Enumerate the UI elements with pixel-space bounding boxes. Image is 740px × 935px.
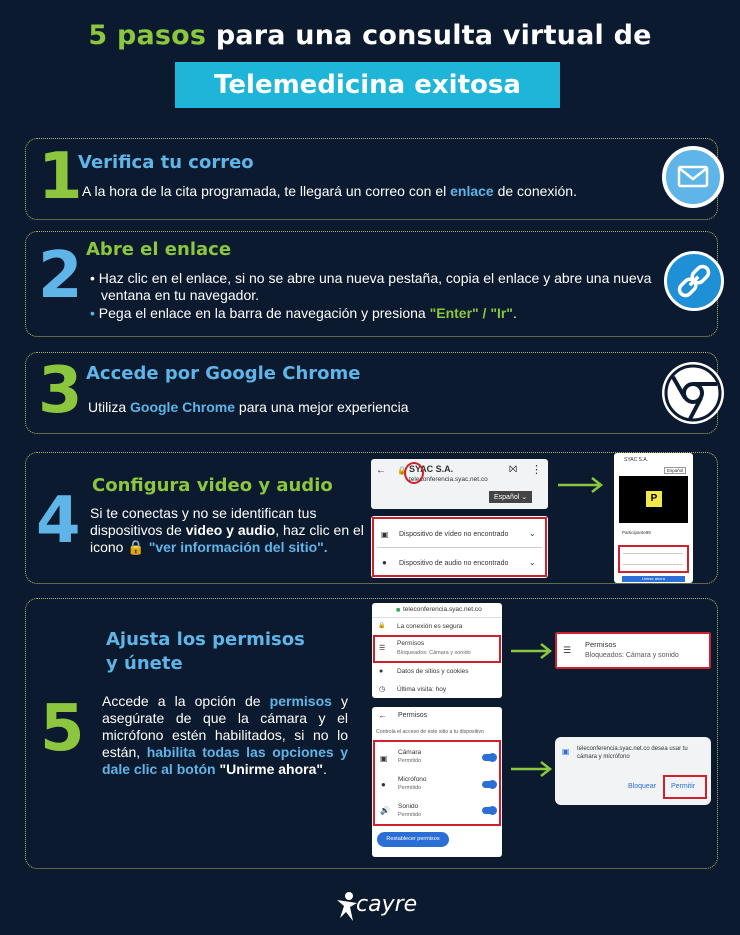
step-3-card — [25, 352, 718, 434]
bullet-text: . — [512, 305, 517, 321]
microphone-toggle[interactable] — [482, 781, 496, 788]
devices-screenshot — [371, 516, 548, 578]
text-part: Utiliza — [88, 399, 131, 415]
more-icon: ⋮ — [531, 464, 542, 476]
devices-highlight — [618, 545, 689, 573]
back-arrow-icon: ← — [378, 710, 387, 720]
last-visit: Última visita: hoy — [397, 686, 447, 693]
person-icon — [336, 890, 358, 922]
chrome-link: Google Chrome — [130, 399, 236, 415]
step-number: 3 — [38, 354, 83, 428]
step-number: 2 — [38, 239, 83, 313]
microphone-label: Micrófono — [398, 776, 427, 783]
video-preview — [619, 476, 688, 523]
participant-name: Participante89 — [622, 530, 651, 535]
step-number: 5 — [40, 692, 85, 766]
sound-toggle[interactable] — [482, 807, 496, 814]
envelope-icon — [662, 146, 724, 208]
step-text — [88, 399, 648, 416]
permissions-header: Permisos — [398, 712, 428, 719]
site-info-text: "ver información del sitio". — [148, 539, 328, 555]
participant-avatar: P — [646, 491, 662, 507]
cookies-item: Datos de sitios y cookies — [397, 668, 469, 675]
permissions-sub: Bloqueados: Cámara y sonido — [397, 650, 471, 656]
site-url: teleconferencia.syac.net.co — [403, 606, 482, 613]
camera-icon: ▣ — [381, 530, 389, 539]
audio-device-label: Dispositivo de audio no encontrado — [399, 560, 509, 567]
cayre-logo — [336, 890, 436, 926]
permission-toggles-screenshot — [372, 707, 502, 857]
title-banner: Telemedicina exitosa — [175, 62, 560, 108]
step-number: 1 — [38, 140, 83, 214]
phone-preview-screenshot — [614, 453, 693, 583]
permissions-text: permisos — [269, 693, 332, 709]
text-part: de conexión. — [493, 183, 577, 199]
step-title: Abre el enlace — [86, 239, 232, 260]
enter-key-text: "Enter" / "Ir" — [429, 305, 513, 321]
step-title-line-2: y únete — [106, 653, 183, 674]
microphone-icon: ● — [381, 780, 386, 789]
arrow-icon — [558, 477, 604, 493]
microphone-icon: ● — [382, 558, 387, 567]
camera-icon: ▣ — [380, 754, 388, 763]
step-text: Accede a la opción de permisos y asegúrate de que la cámara y el micrófono estén habilitados, si no lo están, habilita todas las opciones y dale clic al botón "Unirme ahora". — [102, 693, 349, 777]
join-button: Unirse ahora — [622, 576, 685, 582]
text-part: A la hora de la cita programada, te llegará un correo con el — [82, 183, 451, 199]
camera-toggle[interactable] — [482, 754, 496, 761]
microphone-state: Permitido — [398, 785, 422, 791]
clock-icon: ◷ — [379, 686, 386, 693]
step-bullet-1: • Haz clic en el enlace, si no se abre una nueva pestaña, copia el enlace y abre una nueva ventana en tu navegador. — [90, 270, 652, 303]
text-part: y asegúrate de que la cámara y el micrófono estén habilitados, si no lo están, — [102, 693, 349, 760]
language-select: Español ⌄ — [489, 491, 532, 503]
text-part: , haz clic en el icono — [90, 522, 364, 555]
site-info-screenshot — [372, 603, 502, 698]
chevron-down-icon: ⌄ — [529, 558, 536, 567]
lock-icon: 🔒 — [397, 466, 407, 475]
sound-state: Permitido — [398, 812, 422, 818]
step-bullet-2: • Pega el enlace en la barra de navegación y presiona "Enter" / "Ir". — [90, 305, 517, 321]
site-url: teleconferencia.syac.net.co — [409, 476, 488, 483]
enable-text: habilita todas las opciones y dale clic al botón — [102, 744, 348, 777]
camera-icon: ▣ — [562, 747, 570, 756]
title-rest: para una consulta virtual de — [215, 20, 652, 51]
step-1-card — [25, 138, 718, 220]
lock-icon: 🔒 — [378, 623, 386, 629]
chrome-icon — [662, 362, 724, 424]
step-text — [82, 183, 642, 200]
back-arrow-icon: ← — [376, 465, 386, 476]
allow-button[interactable]: Permitir — [671, 783, 696, 790]
site-info-highlight — [404, 462, 424, 484]
camera-state: Permitido — [398, 758, 422, 764]
share-icon: ⨝ — [509, 464, 518, 475]
text-part: Si te conectas y no se identifican tus dispositivos de — [90, 505, 317, 538]
title-highlight: 5 pasos — [88, 20, 207, 51]
permissions-highlight — [373, 635, 501, 663]
sound-icon: 🔊 — [380, 806, 390, 815]
sound-label: Sonido — [398, 803, 419, 810]
step-2-card — [25, 231, 718, 337]
step-title: Accede por Google Chrome — [86, 363, 361, 384]
video-device-label: Dispositivo de vídeo no encontrado — [399, 531, 509, 538]
step-title-line-1: Ajusta los permisos — [106, 629, 305, 650]
cookies-icon: ● — [379, 668, 384, 675]
permissions-icon: ☰ — [563, 645, 572, 655]
join-now-text: "Unirme ahora" — [219, 761, 324, 777]
step-number: 4 — [36, 484, 81, 558]
permissions-icon: ☰ — [379, 645, 386, 652]
permissions-zoom-screenshot — [555, 632, 711, 669]
bullet-text: Haz clic en el enlace, si no se abre una nueva pestaña, copia el enlace y abre una nueva ventana en tu navegador. — [98, 270, 652, 303]
bullet-text: Pega el enlace en la barra de navegación y presiona — [98, 305, 430, 321]
permissions-sub: Bloqueados: Cámara y sonido — [585, 652, 679, 659]
allow-dialog-screenshot — [555, 737, 711, 805]
secure-connection: La conexión es segura — [397, 623, 463, 630]
link-icon — [664, 251, 724, 311]
arrow-icon — [511, 761, 553, 777]
page-title — [0, 20, 740, 51]
site-name: SYAC S.A. — [409, 464, 454, 474]
link-word: enlace — [450, 183, 494, 199]
reset-permissions-button[interactable]: Restablecer permisos — [377, 832, 449, 847]
text-part: Accede a la opción de — [102, 693, 270, 709]
language-select: Español — [664, 467, 686, 474]
camera-label: Cámara — [398, 749, 422, 756]
permissions-title: Permisos — [585, 640, 617, 649]
permissions-title: Permisos — [397, 640, 425, 647]
text-part: para una mejor experiencia — [235, 399, 409, 415]
lock-icon: ■ — [396, 607, 401, 614]
permissions-subtitle: Controla el acceso de este sitio a tu dispositivo — [376, 729, 484, 735]
chevron-down-icon: ⌄ — [529, 529, 536, 538]
lock-icon: 🔒 — [127, 539, 145, 555]
step-text — [90, 505, 380, 556]
step-title: Configura video y audio — [92, 475, 333, 496]
block-button[interactable]: Bloquear — [628, 783, 657, 790]
browser-bar-screenshot — [371, 459, 548, 509]
dialog-message: teleconferencia.syac.net.co desea usar tu cámara y micrófono — [577, 746, 688, 760]
permissions-highlight — [555, 632, 711, 669]
bold-text: video y audio — [185, 522, 276, 538]
site-name: SYAC S.A. — [624, 457, 649, 463]
arrow-icon — [511, 643, 553, 659]
brand-name: cayre — [356, 892, 418, 917]
step-title: Verifica tu correo — [78, 152, 254, 173]
